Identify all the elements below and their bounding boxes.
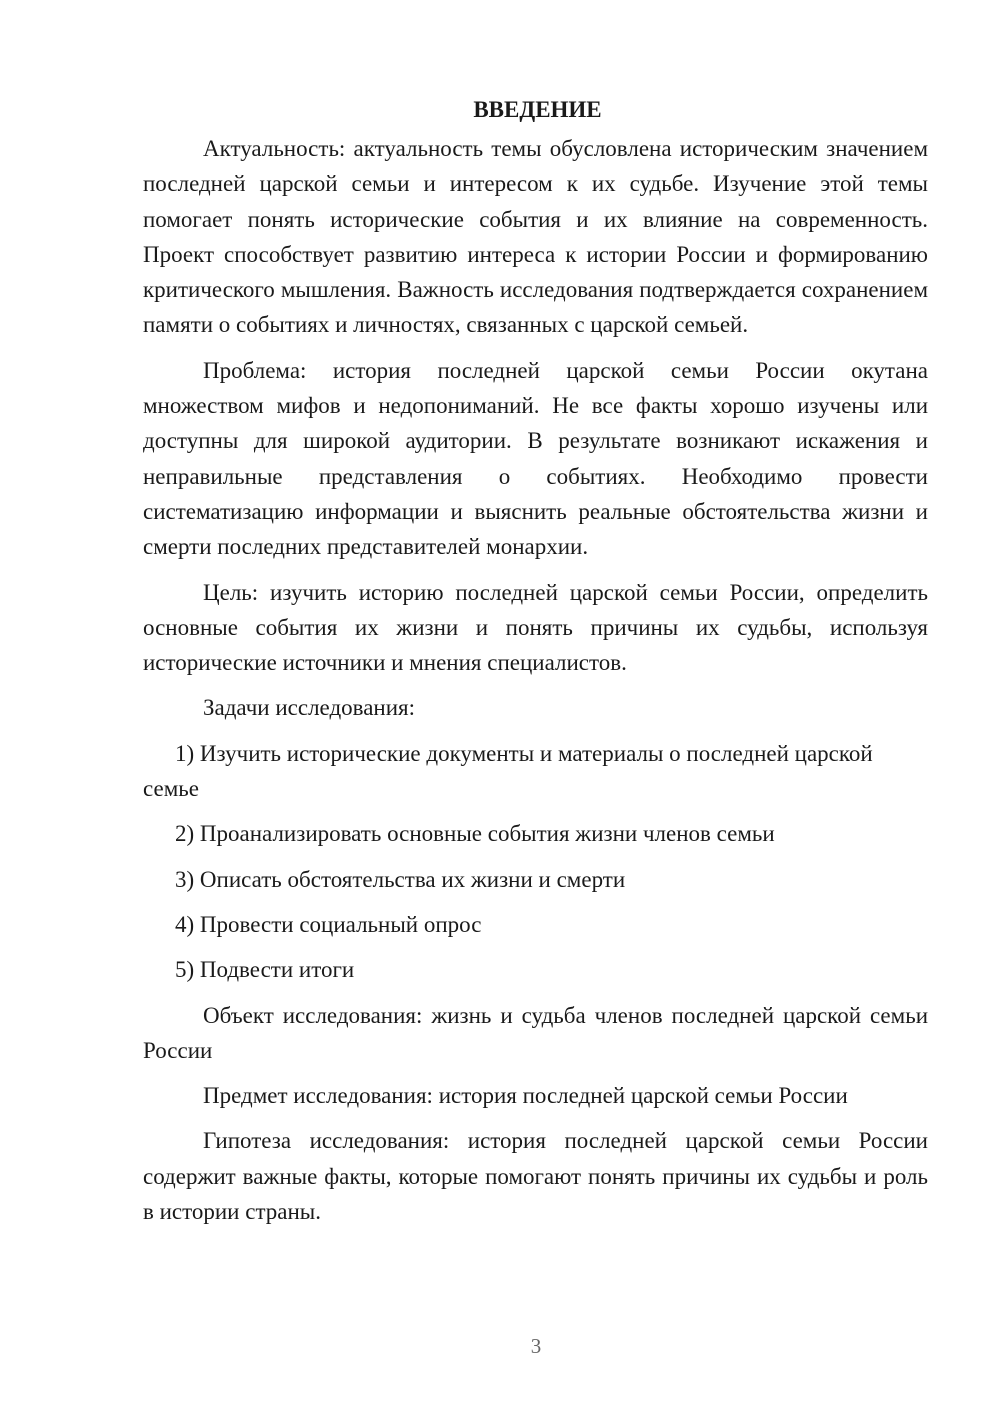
task-item-2: 2) Проанализировать основные события жизни членов семьи xyxy=(175,821,775,847)
section-heading: ВВЕДЕНИЕ xyxy=(473,97,602,122)
paragraph-relevance: Актуальность: актуальность темы обусловлена историческим значением последней царской семьи и интересом к их судьбе. Изучение этой темы помогает понять исторические события и их влияние на современность. Проект способствует развитию интереса к истории России и формированию критического мышления. Важность исследования подтверждается сохранением памяти о событиях и личностях, связанных с царской семьей. xyxy=(143,136,928,338)
page-content xyxy=(143,92,928,1239)
task-item-5: 5) Подвести итоги xyxy=(175,957,355,983)
paragraph-object: Объект исследования: жизнь и судьба членов последней царской семьи России xyxy=(143,1002,928,1063)
paragraph-hypothesis: Гипотеза исследования: история последней царской семьи России содержит важные факты, которые помогают понять причины их судьбы и роль в истории страны. xyxy=(143,1128,928,1225)
page-number: 3 xyxy=(530,1334,542,1358)
task-item-1: 1) Изучить исторические документы и материалы о последней царской семье xyxy=(143,740,873,802)
paragraph-goal: Цель: изучить историю последней царской семьи России, определить основные события их жизни и понять причины их судьбы, используя исторические источники и мнения специалистов. xyxy=(143,579,928,676)
paragraph-problem: Проблема: история последней царской семьи России окутана множеством мифов и недопониманий. Не все факты хорошо изучены или доступны для широкой аудитории. В результате возникают искажения и неправильные представления о событиях. Необходимо провести систематизацию информации и выяснить реальные обстоятельства жизни и смерти последних представителей монархии. xyxy=(143,357,928,560)
task-item-3: 3) Описать обстоятельства их жизни и смерти xyxy=(175,866,626,892)
tasks-title: Задачи исследования: xyxy=(203,695,416,721)
paragraph-subject: Предмет исследования: история последней царской семьи России xyxy=(203,1083,848,1109)
task-item-4: 4) Провести социальный опрос xyxy=(175,911,482,937)
